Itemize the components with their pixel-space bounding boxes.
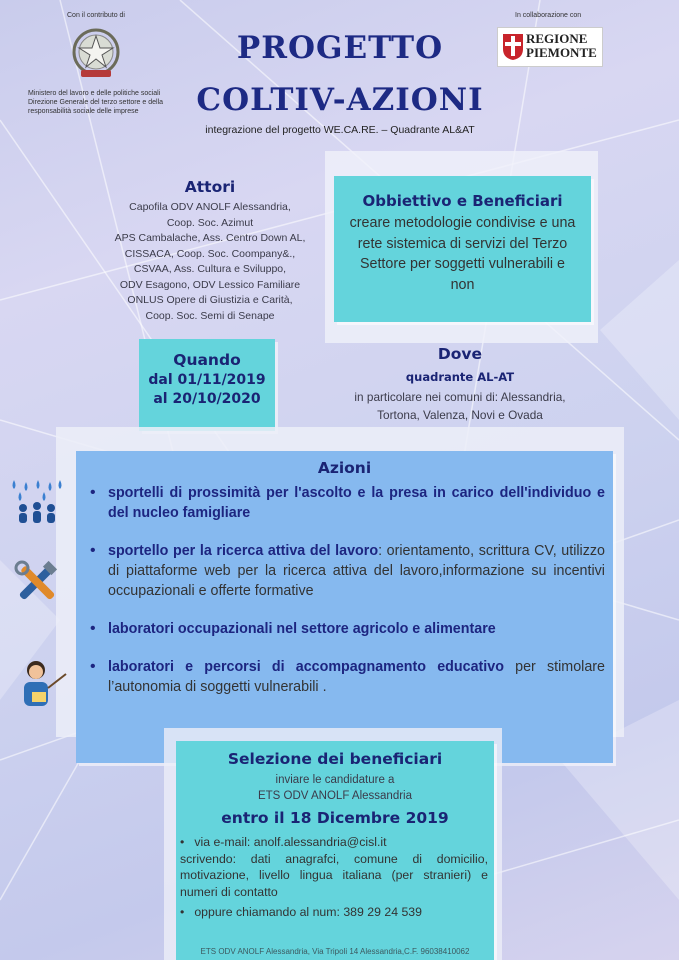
title-line1: PROGETTO bbox=[236, 30, 444, 66]
selezione-card bbox=[176, 741, 494, 960]
azione-item-1: • sportelli di prossimità per l'ascolto e la presa in carico dell'individuo e del nucleo famigliare bbox=[84, 483, 605, 523]
quando-from: dal 01/11/2019 bbox=[148, 372, 266, 388]
tools-icon bbox=[14, 560, 60, 604]
obiettivo-card bbox=[334, 176, 591, 322]
selezione-details bbox=[180, 834, 488, 921]
italy-emblem-icon bbox=[67, 26, 125, 87]
phone-item: • oppure chiamando al num: 389 29 24 539 bbox=[180, 905, 422, 919]
obiettivo-heading: Obbiettivo e Beneficiari bbox=[362, 192, 563, 210]
selezione-heading: Selezione dei beneficiari bbox=[227, 750, 443, 768]
dove-quadrante: quadrante AL-AT bbox=[405, 370, 515, 384]
piemonte-shield-icon bbox=[502, 33, 524, 61]
quando-card bbox=[139, 339, 275, 431]
ministero-text: Ministero del lavoro e delle politiche sociali Direzione Generale del terzo settore e della responsabilità sociale delle imprese bbox=[28, 90, 164, 115]
azione-item-3: • laboratori occupazionali nel settore agricolo e alimentare bbox=[84, 619, 605, 639]
dove-text: in particolare nei comuni di: Alessandria, Tortona, Valenza, Novi e Ovada bbox=[354, 390, 566, 422]
subtitle: integrazione del progetto WE.CA.RE. – Quadrante AL&AT bbox=[205, 124, 475, 136]
obiettivo-text: creare metodologie condivise e una rete sistemica di servizi del Terzo Settore per soggetti vulnerabili e non bbox=[349, 215, 576, 293]
quando-to: al 20/10/2020 bbox=[153, 391, 261, 407]
dove-heading: Dove bbox=[437, 345, 483, 363]
attori-heading: Attori bbox=[184, 178, 236, 196]
email-item: • via e-mail: anolf.alessandria@cisl.it bbox=[180, 835, 387, 849]
collaborazione-label: In collaborazione con bbox=[515, 12, 582, 19]
email-detail: scrivendo: dati anagrafci, comune di domicilio, motivazione, livello lingua italiana (per stranieri) e numeri di contatto bbox=[180, 851, 488, 899]
contributo-label: Con il contributo di bbox=[67, 12, 125, 19]
azioni-card bbox=[76, 451, 613, 763]
azione-item-2: • sportello per la ricerca attiva del lavoro: orientamento, scrittura CV, utilizzo di piattaforme web per la ricerca attiva del lavoro,informazione su incentivi occupazionali e offerte formative bbox=[84, 541, 605, 601]
title-line2: COLTIV-AZIONI bbox=[196, 82, 484, 118]
raindrop-people-icon bbox=[8, 478, 66, 524]
teacher-icon bbox=[14, 656, 70, 708]
regione-piemonte-logo: REGIONE PIEMONTE bbox=[497, 27, 603, 67]
quando-heading: Quando bbox=[173, 351, 241, 369]
azione-item-4: • laboratori e percorsi di accompagnamento educativo per stimolare l’autonomia di soggetti vulnerabili . bbox=[84, 657, 605, 697]
azioni-heading: Azioni bbox=[317, 459, 372, 477]
selezione-intro: inviare le candidature a ETS ODV ANOLF Alessandria bbox=[257, 774, 413, 802]
azioni-list bbox=[84, 483, 605, 697]
selezione-deadline: entro il 18 Dicembre 2019 bbox=[221, 809, 449, 827]
selezione-footer: ETS ODV ANOLF Alessandria, Via Tripoli 14 Alessandria,C.F. 96038410062 bbox=[200, 947, 470, 956]
attori-list: Capofila ODV ANOLF Alessandria, Coop. Soc. Azimut APS Cambalache, Ass. Centro Down AL, CISSACA, Coop. Soc. Coompany&., CSVAA, Ass. Cultura e Sviluppo, ODV Esagono, ODV Lessico Familiare ONLUS Opere di Giustizia e Carità, Coop. Soc. Semi di Senape bbox=[114, 201, 306, 322]
